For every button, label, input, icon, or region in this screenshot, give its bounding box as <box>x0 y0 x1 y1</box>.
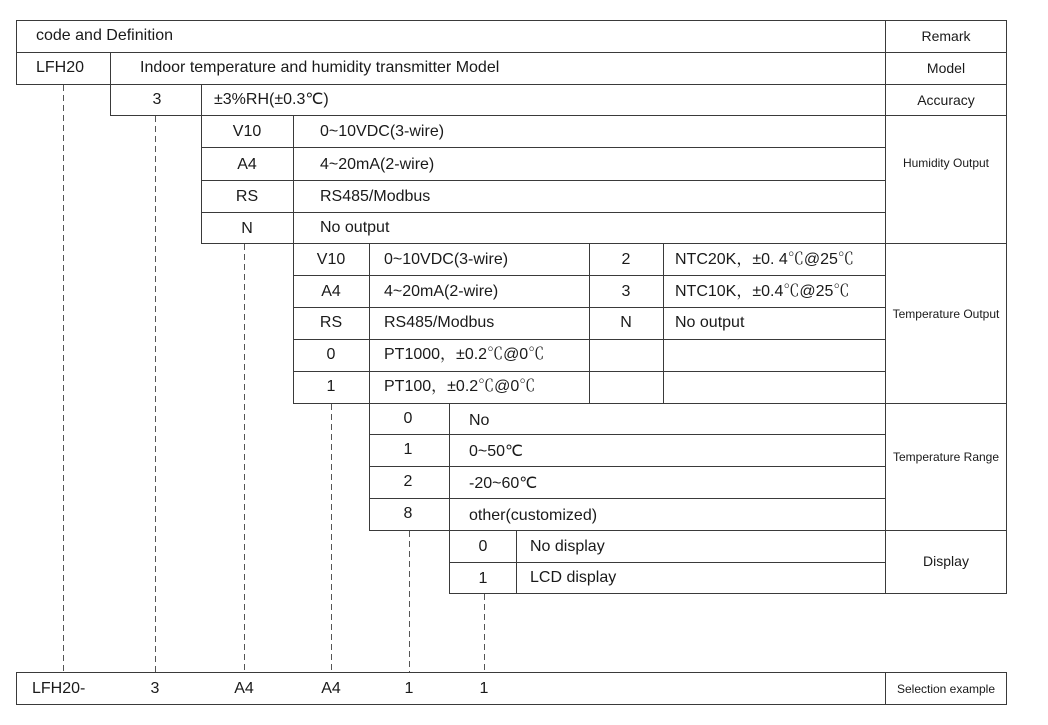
temp-output-code2: 2 <box>621 251 631 268</box>
display-definition: LCD display <box>530 569 617 586</box>
temp-range-definition: No <box>469 412 490 429</box>
temp-output-code: 1 <box>326 378 336 395</box>
remark-selection-example: Selection example <box>896 682 996 696</box>
remark-model: Model <box>926 60 966 76</box>
remark-header: Remark <box>921 28 971 44</box>
temp-range-definition: 0~50℃ <box>469 443 524 460</box>
humidity-code: RS <box>235 188 259 205</box>
temp-output-definition2: NTC10K，±0.4℃@25℃ <box>675 283 850 300</box>
temp-range-code: 0 <box>403 410 413 427</box>
temp-output-definition2: No output <box>675 314 745 331</box>
example-value: LFH20- <box>32 680 86 697</box>
accuracy-definition: ±3%RH(±0.3℃) <box>214 91 329 108</box>
temp-output-definition2: NTC20K，±0. 4℃@25℃ <box>675 251 854 268</box>
humidity-code: V10 <box>232 123 262 140</box>
example-value: A4 <box>321 680 341 697</box>
temp-range-code: 1 <box>403 441 413 458</box>
temp-range-code: 2 <box>403 473 413 490</box>
temp-output-code2: N <box>620 314 632 331</box>
temp-output-code: RS <box>319 314 343 331</box>
humidity-definition: RS485/Modbus <box>320 188 431 205</box>
humidity-code: A4 <box>237 156 257 173</box>
remark-temperature-output: Temperature Output <box>892 307 1000 321</box>
remark-temperature-range: Temperature Range <box>892 450 1000 464</box>
example-value: A4 <box>234 680 254 697</box>
accuracy-code: 3 <box>152 91 162 108</box>
display-code: 1 <box>478 570 488 587</box>
temp-range-code: 8 <box>403 505 413 522</box>
example-value: 1 <box>404 680 414 697</box>
temp-output-code: A4 <box>321 283 341 300</box>
humidity-definition: 4~20mA(2-wire) <box>320 156 435 173</box>
model-definition: Indoor temperature and humidity transmitter Model <box>140 59 500 76</box>
header-title: code and Definition <box>36 27 173 44</box>
temp-output-definition: 4~20mA(2-wire) <box>384 283 499 300</box>
temp-output-code: 0 <box>326 346 336 363</box>
humidity-definition: No output <box>320 219 390 236</box>
temp-range-definition: -20~60℃ <box>469 475 538 492</box>
humidity-definition: 0~10VDC(3-wire) <box>320 123 445 140</box>
example-value: 3 <box>150 680 160 697</box>
display-definition: No display <box>530 538 605 555</box>
humidity-code: N <box>241 220 253 237</box>
model-code: LFH20 <box>36 59 85 76</box>
remark-humidity-output: Humidity Output <box>902 156 990 170</box>
example-value: 1 <box>479 680 489 697</box>
remark-display: Display <box>923 553 969 569</box>
temp-output-definition: 0~10VDC(3-wire) <box>384 251 509 268</box>
display-code: 0 <box>478 538 488 555</box>
temp-output-code2: 3 <box>621 283 631 300</box>
temp-range-definition: other(customized) <box>469 507 598 524</box>
temp-output-definition: RS485/Modbus <box>384 314 495 331</box>
temp-output-code: V10 <box>316 251 346 268</box>
temp-output-definition: PT100，±0.2℃@0℃ <box>384 378 536 395</box>
remark-accuracy: Accuracy <box>917 92 975 108</box>
temp-output-definition: PT1000，±0.2℃@0℃ <box>384 346 545 363</box>
